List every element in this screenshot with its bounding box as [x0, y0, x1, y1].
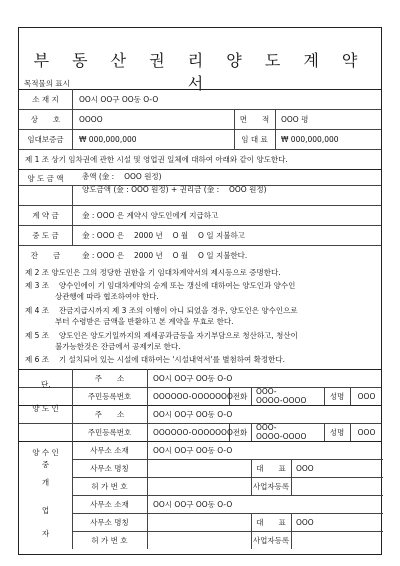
proviso-label: 단,	[41, 380, 51, 389]
rule	[19, 245, 381, 246]
rule	[19, 89, 381, 90]
rule	[147, 369, 148, 549]
transferee-name-label: 성명	[329, 428, 345, 437]
office1-biz-no-label: 사업자등록	[252, 482, 290, 491]
transferor-label: 양 도 인	[32, 404, 59, 413]
office2-name-label: 사무소 명칭	[90, 518, 129, 527]
transferee-address-label: 주 소	[94, 410, 125, 419]
transferor-name-value: OOO	[357, 392, 376, 401]
broker-label-char: 중	[41, 460, 50, 469]
rule	[19, 441, 381, 442]
article-4-cont: 부터 수령받은 금액을 반환하고 본 계약을 무효로 한다.	[55, 317, 234, 326]
office2-license-label: 허 가 번 호	[91, 536, 128, 545]
transferor-phone-label: 전화	[232, 392, 248, 401]
down-payment-value: 金 : OOO 은 계약시 양도인에게 지급하고	[82, 211, 219, 220]
rule	[19, 205, 381, 206]
office2-rep-label: 대 표	[256, 518, 286, 527]
rule	[19, 387, 381, 388]
object-section-label: 목적물의 표시	[24, 79, 70, 88]
transferee-label: 양 수 인	[32, 448, 59, 457]
rule	[19, 369, 381, 370]
contract-form	[18, 27, 382, 555]
office1-address-label: 사무소 소재	[90, 446, 129, 455]
rule	[19, 109, 381, 110]
broker-label-char: 자	[41, 529, 50, 538]
balance-label: 잔 금	[30, 251, 61, 260]
rule	[19, 129, 381, 130]
transferor-phone-line2: OOOO-OOOO	[256, 396, 307, 405]
rule	[72, 459, 383, 460]
rent-value: ₩ 000,000,000	[281, 135, 339, 144]
down-payment-label: 계 약 금	[32, 211, 59, 220]
rule	[251, 387, 252, 405]
transferor-phone-line1: OOO-	[256, 387, 277, 396]
article-2: 제 2 조 양도인은 그의 정당한 권한을 기 임대차계약서의 제시등으로 증명한다.	[25, 268, 281, 277]
transferee-id-value: OOOOOO-OOOOOOO	[153, 428, 233, 437]
office2-rep-value: OOO	[296, 518, 314, 527]
business-name-value: OOOO	[79, 115, 103, 124]
total-amount-line1: 총액 (金 : OOO 원정)	[82, 172, 162, 181]
rule	[72, 495, 383, 496]
article-4: 제 4 조 잔금지급시까지 제 3 조의 이행이 아니 되었을 경우, 양도인은 양수인으로	[25, 306, 298, 315]
office1-address-value: OO시 OO구 OO동 O-O	[153, 446, 233, 455]
broker-label-char: 개	[41, 478, 50, 487]
office2-address-value: OO시 OO구 OO동 O-O	[153, 500, 233, 509]
transferor-id-label: 주민등록번호	[87, 392, 132, 401]
location-label: 소 재 지	[32, 95, 59, 104]
office1-rep-label: 대 표	[256, 464, 286, 473]
article-6: 제 6 조 기 설치되어 있는 시설에 대하여는 '시설내역서'를 별첨하여 확정한다.	[25, 355, 285, 364]
article-5: 제 5 조 양도인은 양도기일까지의 제세공과금등을 자기부담으로 청산하고, 청산이	[25, 331, 298, 340]
office1-license-label: 허 가 번 호	[91, 482, 128, 491]
rule	[19, 169, 381, 170]
rule	[19, 405, 381, 406]
rent-label: 임 대 료	[241, 135, 268, 144]
article-1: 제 1 조 상기 임차권에 관한 시설 및 영업권 일체에 대하여 아래와 같이 양도한다.	[25, 155, 288, 164]
transferee-phone-label: 전화	[232, 428, 248, 437]
rule	[72, 513, 383, 514]
document-title: 부 동 산 권 리 양 도 계 약 서	[33, 51, 367, 93]
article-3-cont: 상관행에 따라 협조하여야 한다.	[55, 292, 159, 301]
rule	[251, 423, 252, 441]
business-name-label: 상 호	[30, 115, 61, 124]
rule	[291, 513, 292, 549]
rule	[19, 423, 381, 424]
transferee-address-value: OO시 OO구 OO동 O-O	[153, 410, 233, 419]
interim-payment-label: 중 도 금	[32, 231, 59, 240]
transferee-phone-line1: OOO-	[256, 423, 277, 432]
interim-payment-value: 金 : OOO 은 2000 년 O 월 O 일 지불하고	[82, 231, 245, 240]
transferor-id-value: OOOOOO-OOOOOOO	[153, 392, 233, 401]
location-value: OO시 OO구 OO동 O-O	[79, 95, 159, 104]
rule	[275, 109, 276, 149]
rule	[72, 531, 383, 532]
office1-name-label: 사무소 명칭	[90, 464, 129, 473]
total-amount-label: 양 도 금 액	[27, 174, 64, 183]
rule	[72, 89, 73, 149]
area-label: 면 적	[239, 115, 270, 124]
rule	[19, 225, 381, 226]
area-value: OOO 평	[281, 115, 309, 124]
rule	[291, 459, 292, 495]
total-amount-line2: 양도금액 (金 : OOO 원정) + 권리금 (金 : OOO 원정)	[82, 185, 267, 194]
deposit-label: 임대보증금	[27, 135, 64, 144]
transferee-id-label: 주민등록번호	[87, 428, 132, 437]
rule	[19, 149, 381, 150]
article-3: 제 3 조 양수인에이 기 임대차계약의 승계 또는 갱신에 대하여는 양도인과 양수인	[25, 281, 296, 290]
rule	[72, 185, 73, 245]
office2-biz-no-label: 사업자등록	[252, 536, 290, 545]
rule	[72, 477, 383, 478]
office2-address-label: 사무소 소재	[90, 500, 129, 509]
broker-label-char: 업	[41, 506, 50, 515]
transferee-name-value: OOO	[357, 428, 376, 437]
transferor-name-label: 성명	[329, 392, 345, 401]
transferor-address-value: OO시 OO구 OO동 O-O	[153, 374, 233, 383]
balance-value: 金 : OOO 은 2000 년 O 월 O 일 지불한다.	[82, 251, 248, 260]
deposit-value: ₩ 000,000,000	[79, 135, 137, 144]
office1-rep-value: OOO	[296, 464, 314, 473]
transferor-address-label: 주 소	[94, 374, 125, 383]
article-5-cont: 불가능한것은 잔금에서 공제키로 한다.	[55, 342, 181, 351]
transferee-phone-line2: OOOO-OOOO	[256, 432, 307, 441]
